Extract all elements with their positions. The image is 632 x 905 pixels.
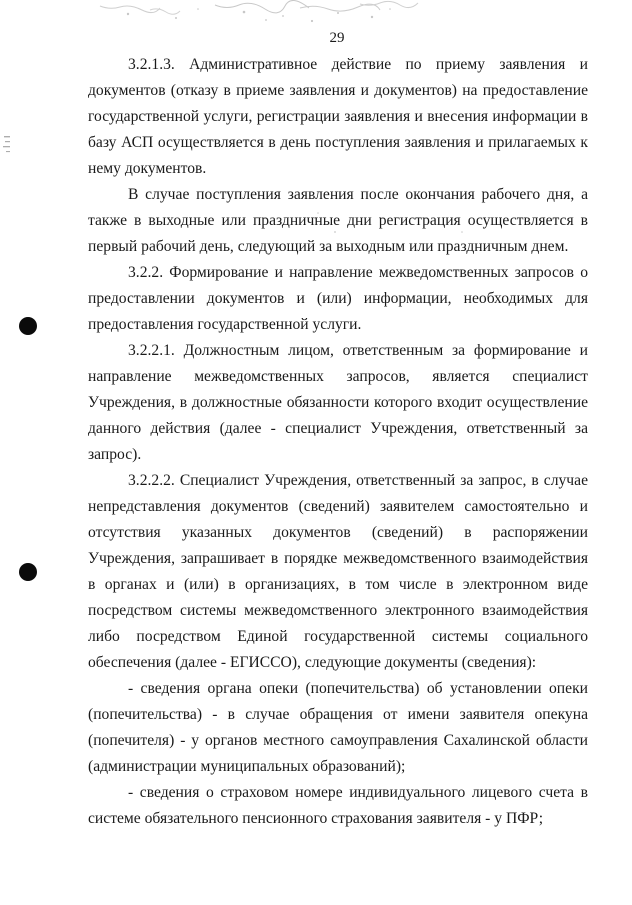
paragraph-after-hours-registration: В случае поступления заявления после окончания рабочего дня, а также в выходные или праздничные дни регистрация осуществляется в первый рабочий день, следующий за выходным или праздничным днем. [88,186,588,255]
punch-hole-lower [19,563,37,581]
paragraph-3-2-2: 3.2.2. Формирование и направление межведомственных запросов о предоставлении документов и (или) информации, необходимых для предоставления государственной услуги. [88,264,588,333]
document-body [88,52,588,832]
punch-hole-upper [19,317,37,335]
page-number: 29 [329,30,345,46]
list-item-snils-info: - сведения о страховом номере индивидуального лицевого счета в системе обязательного пенсионного страхования заявителя - у ПФР; [88,784,588,827]
paragraph-3-2-1-3: 3.2.1.3. Административное действие по приему заявления и документов (отказу в приеме заявления и документов) на предоставление государственной услуги, регистрации заявления и внесения информации в базу АСП осуществляется в день поступления заявления и прилагаемых к нему документов. [88,56,588,177]
paragraph-3-2-2-1: 3.2.2.1. Должностным лицом, ответственным за формирование и направление межведомственных запросов, является специалист Учреждения, в должностные обязанности которого входит осуществление данного действия (далее - специалист Учреждения, ответственный за запрос). [88,342,588,463]
paragraph-3-2-2-2: 3.2.2.2. Специалист Учреждения, ответственный за запрос, в случае непредставления документов (сведений) заявителем самостоятельно и отсутствия указанных документов (сведений) в распоряжении Учреждения, запрашивает в порядке межведомственного взаимодействия в органах и (или) в организациях, в том числе в электронном виде посредством системы межведомственного электронного взаимодействия либо посредством Единой государственной системы социального обеспечения (далее - ЕГИССО), следующие документы (сведения): [88,472,588,671]
list-item-guardianship-info: - сведения органа опеки (попечительства) об установлении опеки (попечительства) - в случае обращения от имени заявителя опекуна (попечителя) - у органов местного самоуправления Сахалинской области (администрации муниципальных образований); [88,680,588,775]
